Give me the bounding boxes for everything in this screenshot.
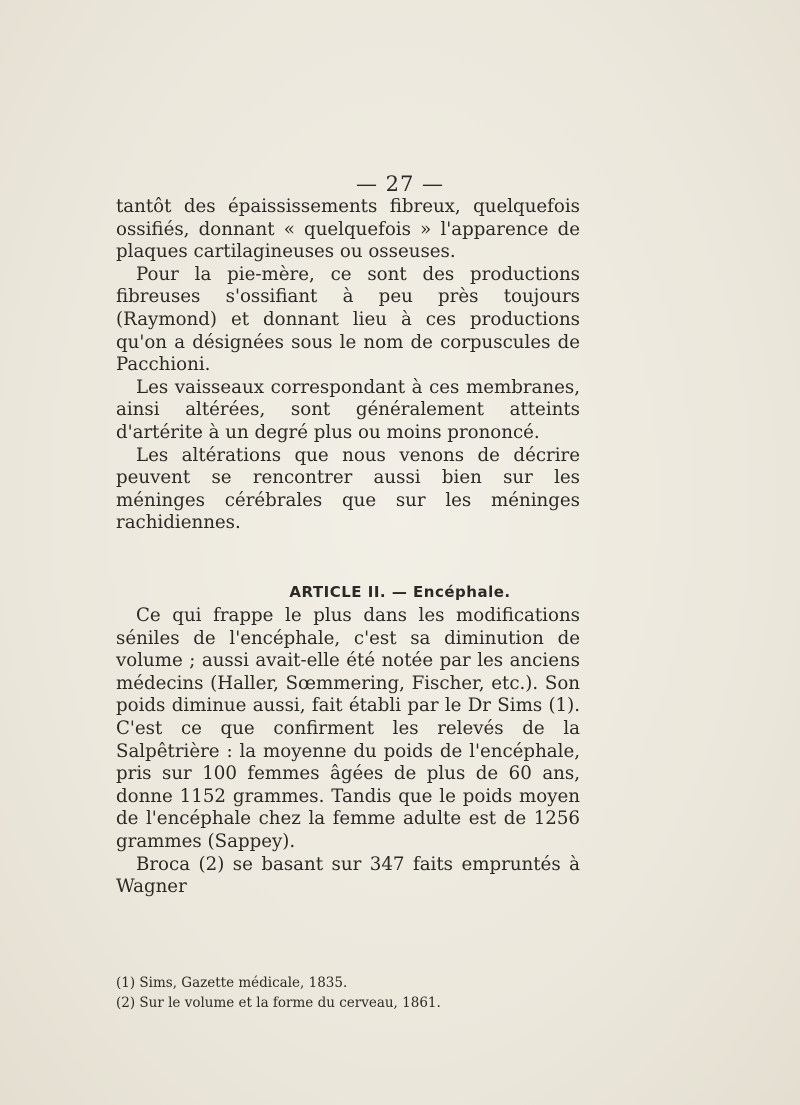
footnote: (1) Sims, Gazette médicale, 1835. [116,975,348,991]
paragraph: Les vaisseaux correspondant à ces membranes, ainsi altérées, sont généralement atteints d'artérite à un degré plus ou moins prononcé. [116,376,580,443]
paragraph: Ce qui frappe le plus dans les modifications séniles de l'encéphale, c'est sa diminution de volume ; aussi avait-elle été notée par les anciens médecins (Haller, Sœmmering, Fischer, etc.). Son poids diminue aussi, fait établi par le Dr Sims (1). C'est ce que confirment les relevés de la Salpêtrière : la moyenne du poids de l'encéphale, pris sur 100 femmes âgées de plus de 60 ans, donne 1152 grammes. Tandis que le poids moyen de l'encéphale chez la femme adulte est de 1256 grammes (Sappey). [116,605,580,852]
page-number: — 27 — [355,172,445,196]
footnote: (2) Sur le volume et la forme du cerveau, 1861. [116,995,441,1011]
text-block-top [116,196,580,535]
paragraph: Pour la pie-mère, ce sont des productions fibreuses s'ossifiant à peu près toujours (Raymond) et donnant lieu à ces productions qu'on a désignées sous le nom de corpuscules de Pacchioni. [116,263,580,376]
text-block-bottom [116,605,580,899]
paragraph: Broca (2) se basant sur 347 faits empruntés à Wagner [116,853,580,898]
footnotes [116,973,580,1013]
paragraph: Les altérations que nous venons de décrire peuvent se rencontrer aussi bien sur les méninges cérébrales que sur les méninges rachidiennes. [116,444,580,534]
paragraph: tantôt des épaississements fibreux, quelquefois ossifiés, donnant « quelquefois » l'apparence de plaques cartilagineuses ou osseuses. [116,196,580,263]
article-heading: ARTICLE II. — Encéphale. [289,583,511,601]
